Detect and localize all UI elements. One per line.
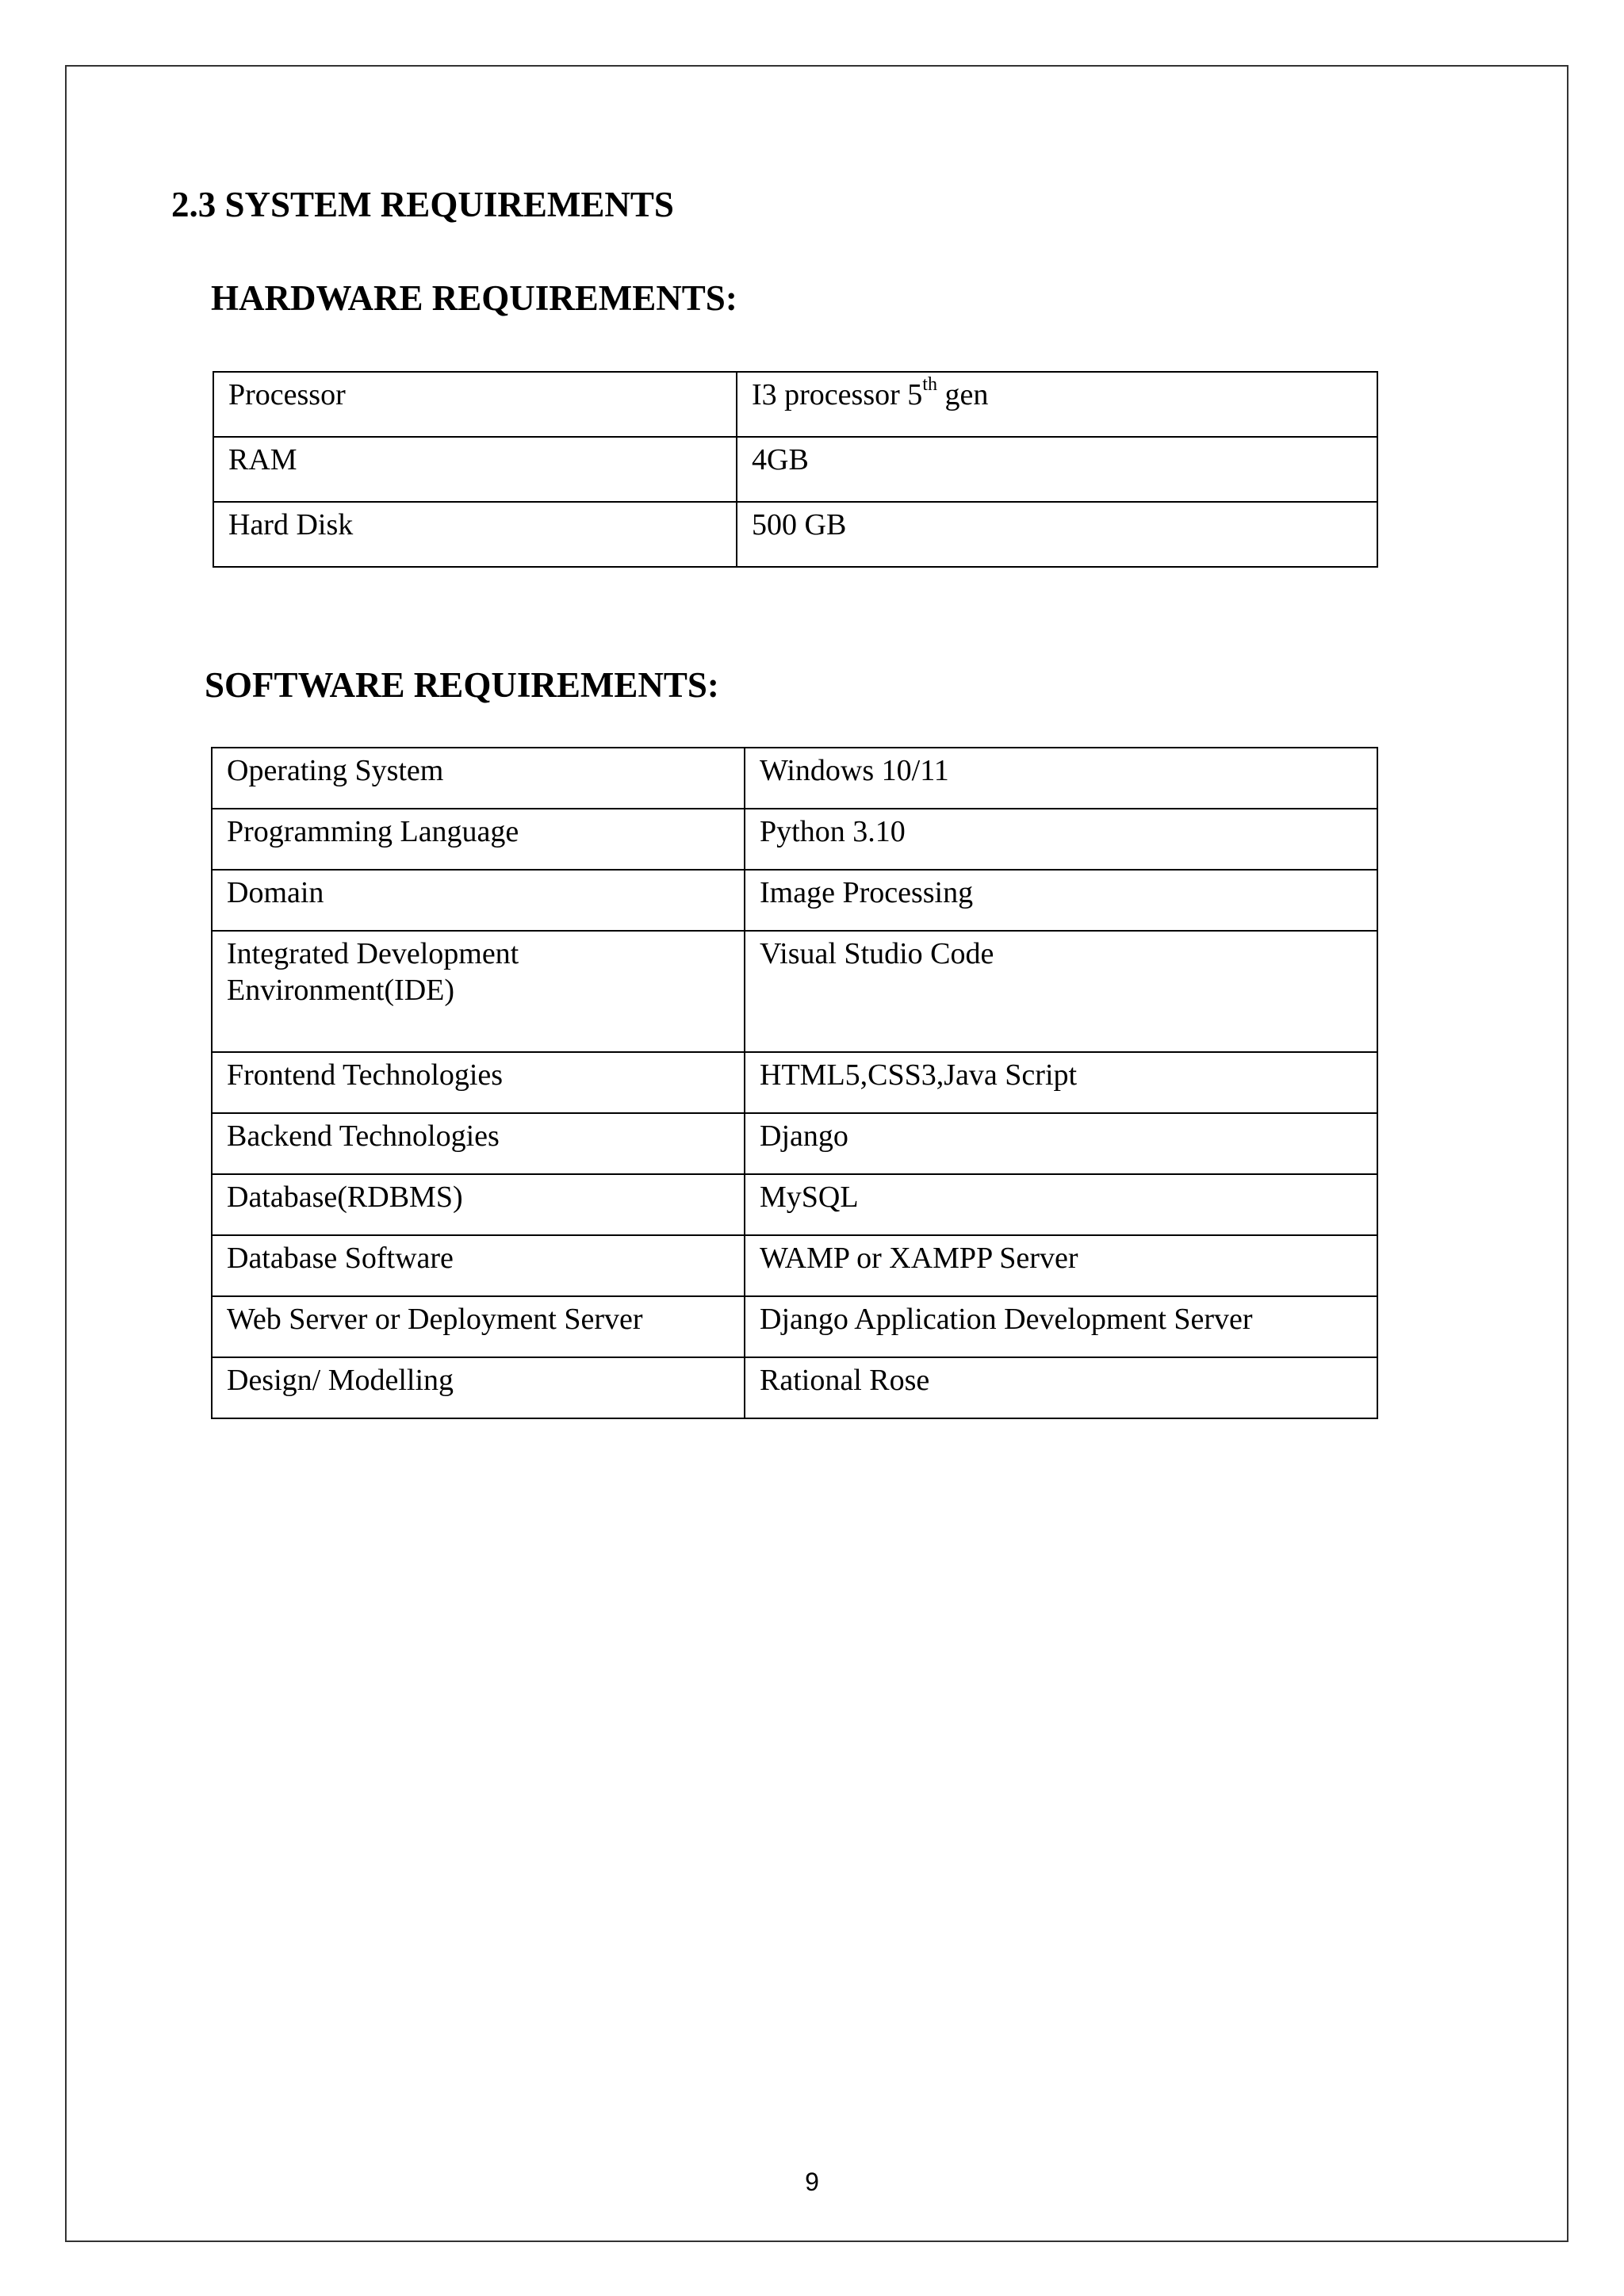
table-row xyxy=(212,1357,1377,1418)
label-line-1: Integrated Development xyxy=(227,937,519,970)
page-number: 9 xyxy=(805,2168,819,2196)
table-cell-value: 4GB xyxy=(737,437,1377,502)
processor-value-suffix: gen xyxy=(936,378,989,411)
table-row xyxy=(212,1174,1377,1235)
table-cell-value: HTML5,CSS3,Java Script xyxy=(745,1052,1377,1113)
section-title: 2.3 SYSTEM REQUIREMENTS xyxy=(171,185,674,224)
table-cell-value: MySQL xyxy=(745,1174,1377,1235)
table-row xyxy=(213,437,1377,502)
table-cell-value: Django xyxy=(745,1113,1377,1174)
table-row xyxy=(212,1296,1377,1357)
table-cell-label: Operating System xyxy=(212,748,745,809)
table-cell-label: Database Software xyxy=(212,1235,745,1296)
label-line-2: Environment(IDE) xyxy=(227,974,455,1007)
table-cell-value: Python 3.10 xyxy=(745,809,1377,870)
table-cell-value: Django Application Development Server xyxy=(745,1296,1377,1357)
table-row xyxy=(212,1052,1377,1113)
table-row xyxy=(213,502,1377,567)
table-cell-label: Processor xyxy=(213,372,737,437)
table-row xyxy=(212,1113,1377,1174)
table-cell-label: Domain xyxy=(212,870,745,931)
table-cell-value: 500 GB xyxy=(737,502,1377,567)
software-requirements-table xyxy=(211,747,1378,1419)
software-heading: SOFTWARE REQUIREMENTS: xyxy=(205,665,719,705)
table-cell-value: Visual Studio Code xyxy=(745,931,1377,1052)
table-cell-value: Image Processing xyxy=(745,870,1377,931)
processor-value-text: I3 processor 5 xyxy=(752,378,923,411)
table-cell-label: Hard Disk xyxy=(213,502,737,567)
superscript-suffix: th xyxy=(922,374,937,396)
table-cell-label: Frontend Technologies xyxy=(212,1052,745,1113)
table-cell-value xyxy=(737,372,1377,437)
table-cell-label: Database(RDBMS) xyxy=(212,1174,745,1235)
table-row xyxy=(213,372,1377,437)
table-cell-value: Rational Rose xyxy=(745,1357,1377,1418)
table-row xyxy=(212,748,1377,809)
table-cell-label: Backend Technologies xyxy=(212,1113,745,1174)
table-cell-label xyxy=(212,931,745,1052)
hardware-heading: HARDWARE REQUIREMENTS: xyxy=(211,278,737,318)
hardware-requirements-table xyxy=(213,371,1378,568)
table-cell-label: RAM xyxy=(213,437,737,502)
table-cell-label: Programming Language xyxy=(212,809,745,870)
table-row xyxy=(212,809,1377,870)
table-cell-value: Windows 10/11 xyxy=(745,748,1377,809)
table-cell-label: Design/ Modelling xyxy=(212,1357,745,1418)
table-row xyxy=(212,1235,1377,1296)
table-row xyxy=(212,870,1377,931)
table-cell-label: Web Server or Deployment Server xyxy=(212,1296,745,1357)
table-row xyxy=(212,931,1377,1052)
table-cell-value: WAMP or XAMPP Server xyxy=(745,1235,1377,1296)
